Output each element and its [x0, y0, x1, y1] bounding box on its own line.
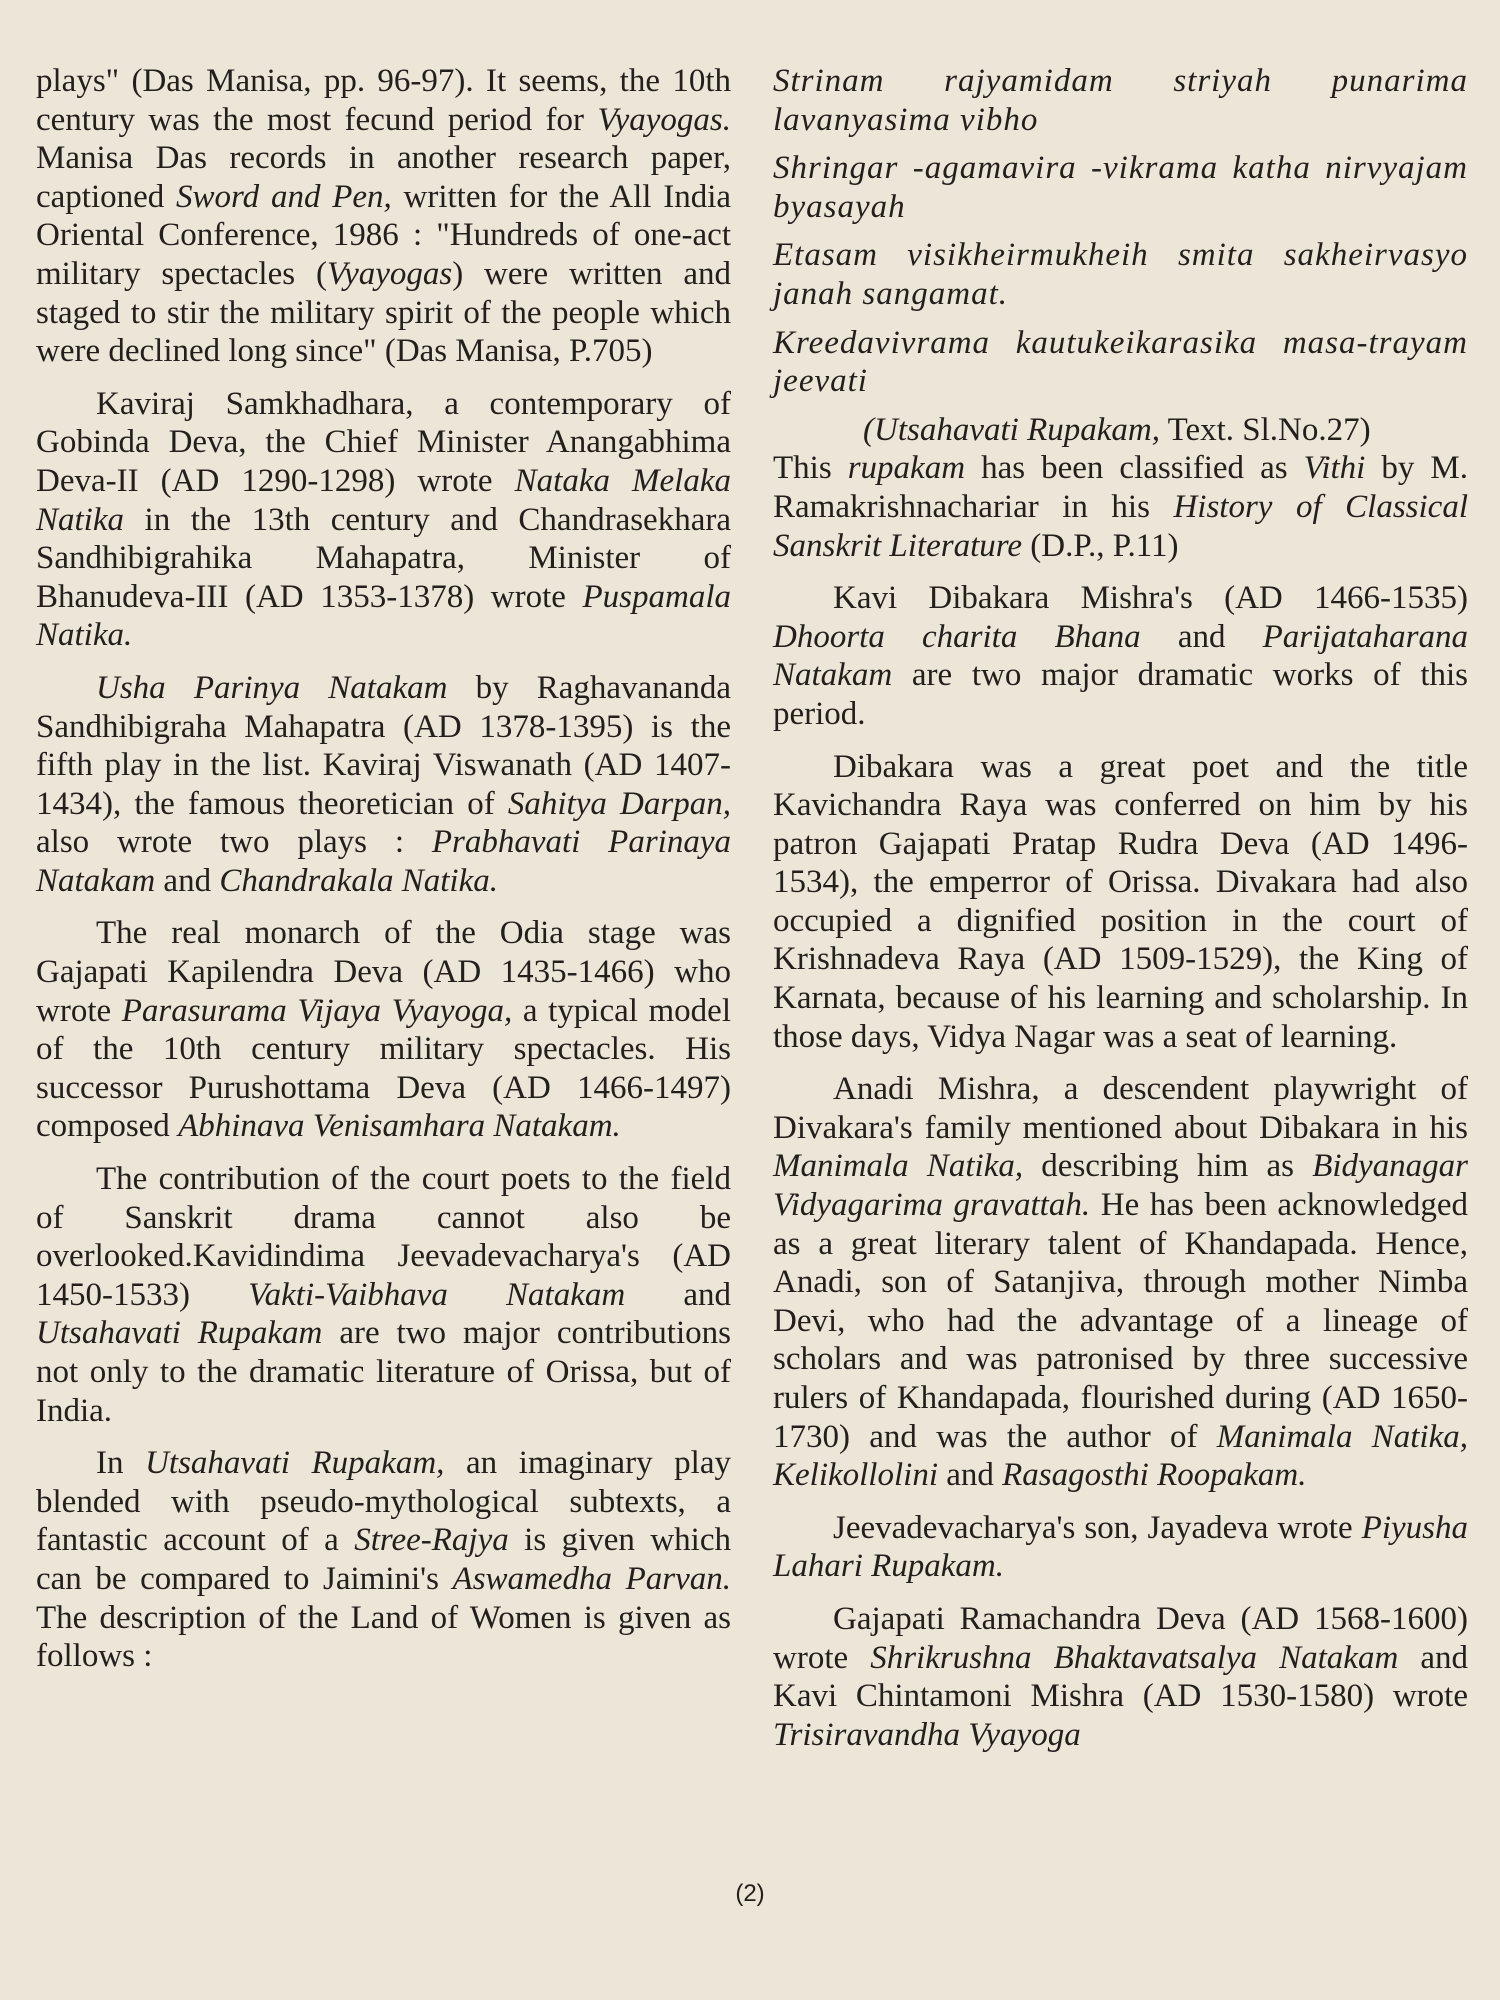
paragraph: Jeevadevacharya's son, Jayadeva wrote Piyusha Lahari Rupakam. [773, 1509, 1468, 1585]
paragraph: The contribution of the court poets to the field of Sanskrit drama cannot also be overlooked.Kavidindima Jeevadevacharya's (AD 1450-1533) Vakti-Vaibhava Natakam and Utsahavati Rupakam are two major contributions not only to the dramatic literature of Orissa, but of India. [36, 1161, 732, 1429]
paragraph: In Utsahavati Rupakam, an imaginary play blended with pseudo-mythological subtexts, a fantastic account of a Stree-Rajya is given which can be compared to Jaimini's Aswamedha Parvan. The description of the Land of Women is given as follows : [36, 1445, 731, 1675]
verse-line: Kreedavivrama kautukeikarasika masa-trayam jeevati [773, 324, 1468, 400]
right-column [773, 62, 1468, 1768]
paragraph: The real monarch of the Odia stage was Gajapati Kapilendra Deva (AD 1435-1466) who wrote Parasurama Vijaya Vyayoga, a typical model of the 10th century military spectacles. His successor Purushottama Deva (AD 1466-1497) composed Abhinava Venisamhara Natakam. [36, 915, 731, 1145]
paragraph: Dibakara was a great poet and the title Kavichandra Raya was conferred on him by his patron Gajapati Pratap Rudra Deva (AD 1496-1534), the emperror of Orissa. Divakara had also occupied a dignified position in the court of Krishnadeva Raya (AD 1509-1529), the King of Karnata, because of his learning and scholarship. In those days, Vidya Nagar was a seat of learning. [773, 748, 1468, 1055]
verse-line: Etasam visikheirmukheih smita sakheirvasyo janah sangamat. [773, 237, 1468, 312]
paragraph: Gajapati Ramachandra Deva (AD 1568-1600) wrote Shrikrushna Bhaktavatsalya Natakam and Kavi Chintamoni Mishra (AD 1530-1580) wrote Trisiravandha Vyayoga [773, 1600, 1468, 1753]
paragraph: Usha Parinya Natakam by Raghavananda Sandhibigraha Mahapatra (AD 1378-1395) is the fifth play in the list. Kaviraj Viswanath (AD 1407-1434), the famous theoretician of Sahitya Darpan, also wrote two plays : Prabhavati Parinaya Natakam and Chandrakala Natika. [36, 669, 731, 899]
paragraph: Kaviraj Samkhadhara, a contemporary of Gobinda Deva, the Chief Minister Anangabhima Deva-II (AD 1290-1298) wrote Nataka Melaka Natika in the 13th century and Chandrasekhara Sandhibigrahika Mahapatra, Minister of Bhanudeva-III (AD 1353-1378) wrote Puspamala Natika. [36, 385, 731, 654]
verse-citation: (Utsahavati Rupakam, Text. Sl.No.27) [863, 411, 1371, 448]
paragraph: plays" (Das Manisa, pp. 96-97). It seems, the 10th century was the most fecund period for Vyayogas. Manisa Das records in another research paper, captioned Sword and Pen, written for the All India Oriental Conference, 1986 : "Hundreds of one-act military spectacles (Vyayogas) were written and staged to stir the military spirit of the people which were declined long since" (Das Manisa, P.705) [36, 63, 732, 370]
verse-line: Strinam rajyamidam striyah punarima lavanyasima vibho [773, 63, 1468, 138]
page-number: (2) [735, 1880, 765, 1907]
paragraph: Anadi Mishra, a descendent playwright of Divakara's family mentioned about Dibakara in his Manimala Natika, describing him as Bidyanagar Vidyagarima gravattah. He has been acknowledged as a great literary talent of Khandapada. Hence, Anadi, son of Satanjiva, through mother Nimba Devi, who had the advantage of a lineage of scholars and was patronised by three successive rulers of Khandapada, flourished during (AD 1650-1730) and was the author of Manimala Natika, Kelikollolini and Rasagosthi Roopakam. [773, 1071, 1469, 1494]
left-column [36, 62, 731, 1690]
paragraph: Kavi Dibakara Mishra's (AD 1466-1535) Dhoorta charita Bhana and Parijataharana Natakam are two major dramatic works of this period. [773, 580, 1468, 732]
verse-line: Shringar -agamavira -vikrama katha nirvyajam byasayah [773, 150, 1468, 225]
paragraph: This rupakam has been classified as Vithi by M. Ramakrishnachariar in his History of Classical Sanskrit Literature (D.P., P.11) [773, 450, 1469, 564]
